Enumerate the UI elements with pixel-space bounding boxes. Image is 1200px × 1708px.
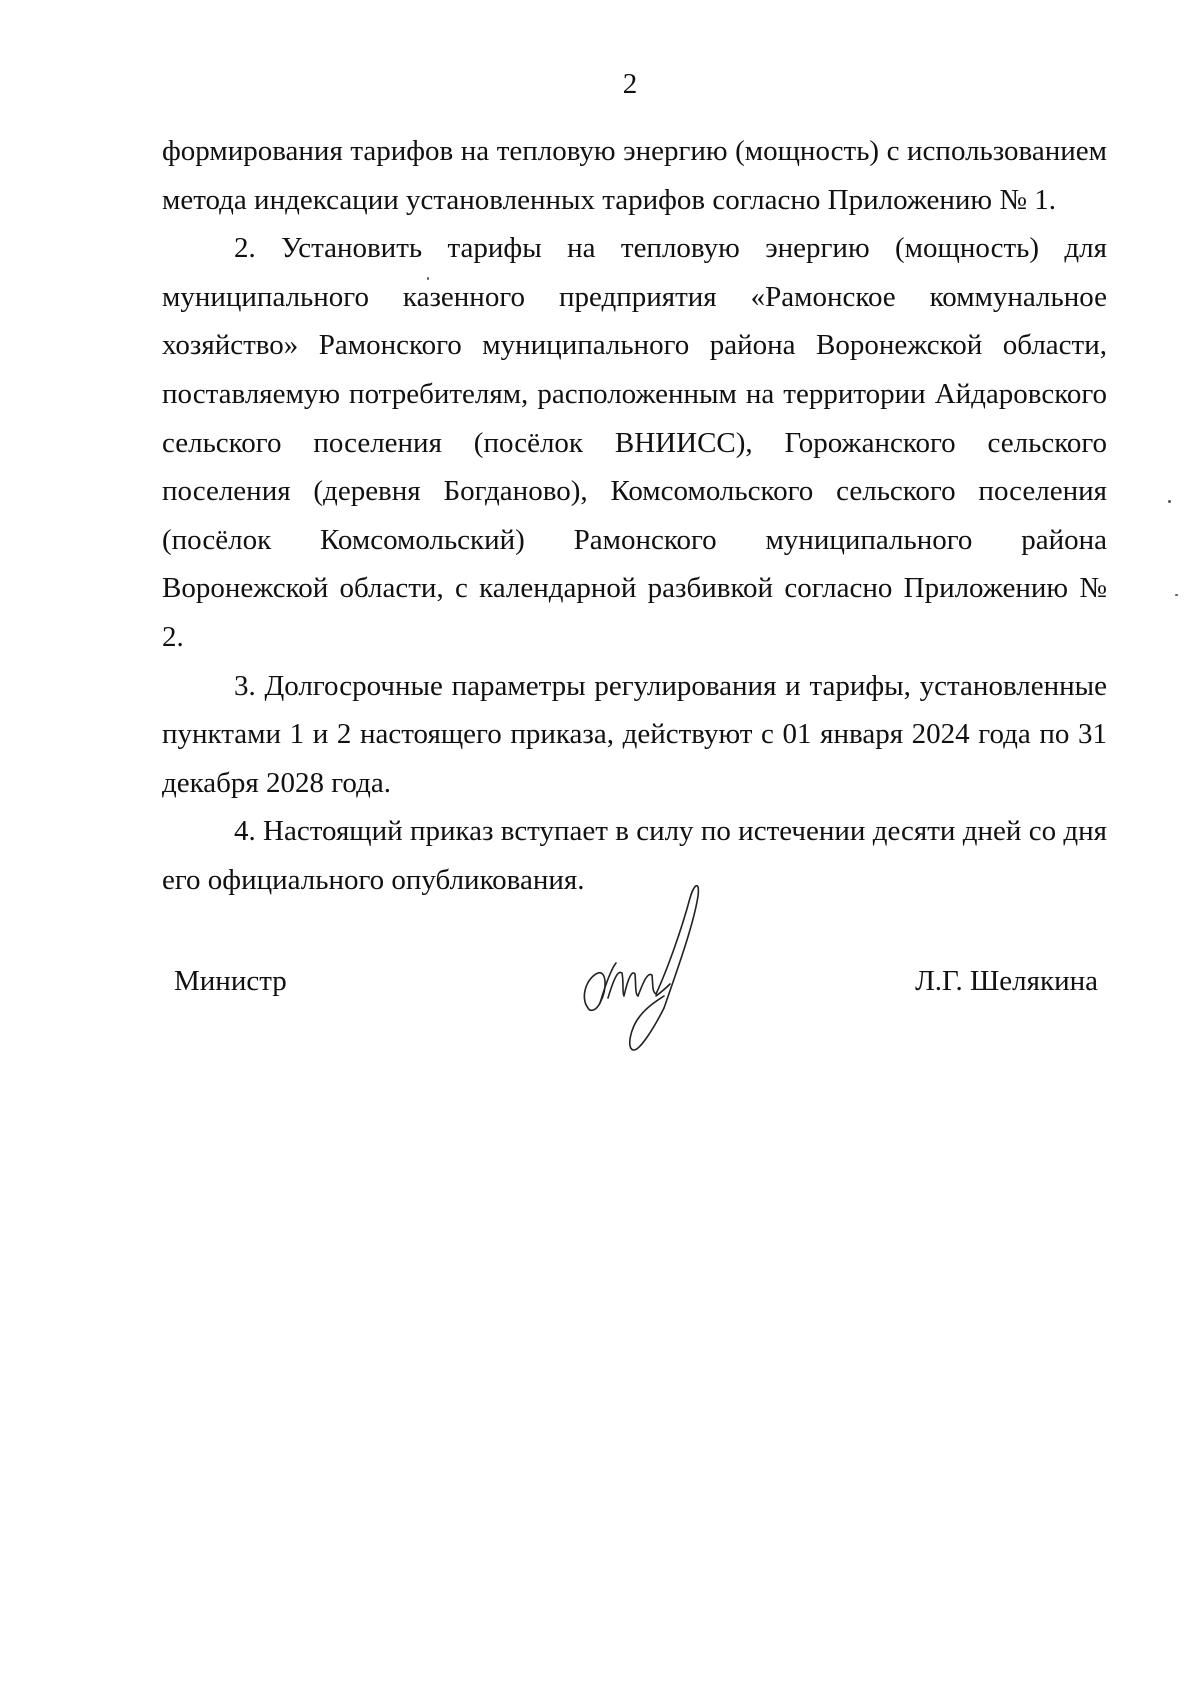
scan-speck xyxy=(427,277,429,280)
paragraph-item-4: 4. Настоящий приказ вступает в силу по истечении десяти дней со дня его официального опубликования. xyxy=(162,815,1107,896)
scan-speck xyxy=(1168,500,1171,503)
signatory-name: Л.Г. Шелякина xyxy=(915,965,1098,997)
page-number: 2 xyxy=(622,68,638,100)
paragraph-continuation: формирования тарифов на тепловую энергию (мощность) с использованием метода индексации установленных тарифов согласно Приложению № 1. xyxy=(162,135,1107,216)
document-body xyxy=(162,127,1107,905)
scan-speck xyxy=(1175,594,1178,596)
paragraph-item-2: 2. Установить тарифы на тепловую энергию (мощность) для муниципального казенного предприятия «Рамонское коммунальное хозяйство» Рамонского муниципального района Воронежской области, поставляемую потребителям, расположенным на территории Айдаровского сельского поселения (посёлок ВНИИСС), Горожанского сельского поселения (деревня Богданово), Комсомольского сельского поселения (посёлок Комсомольский) Рамонского муниципального района Воронежской области, с календарной разбивкой согласно Приложению № 2. xyxy=(162,232,1107,653)
signatory-title: Министр xyxy=(174,965,287,997)
paragraph-item-3: 3. Долгосрочные параметры регулирования и тарифы, установленные пунктами 1 и 2 настоящего приказа, действуют с 01 января 2024 года по 31 декабря 2028 года. xyxy=(162,669,1107,799)
handwritten-signature-icon xyxy=(578,878,728,1058)
